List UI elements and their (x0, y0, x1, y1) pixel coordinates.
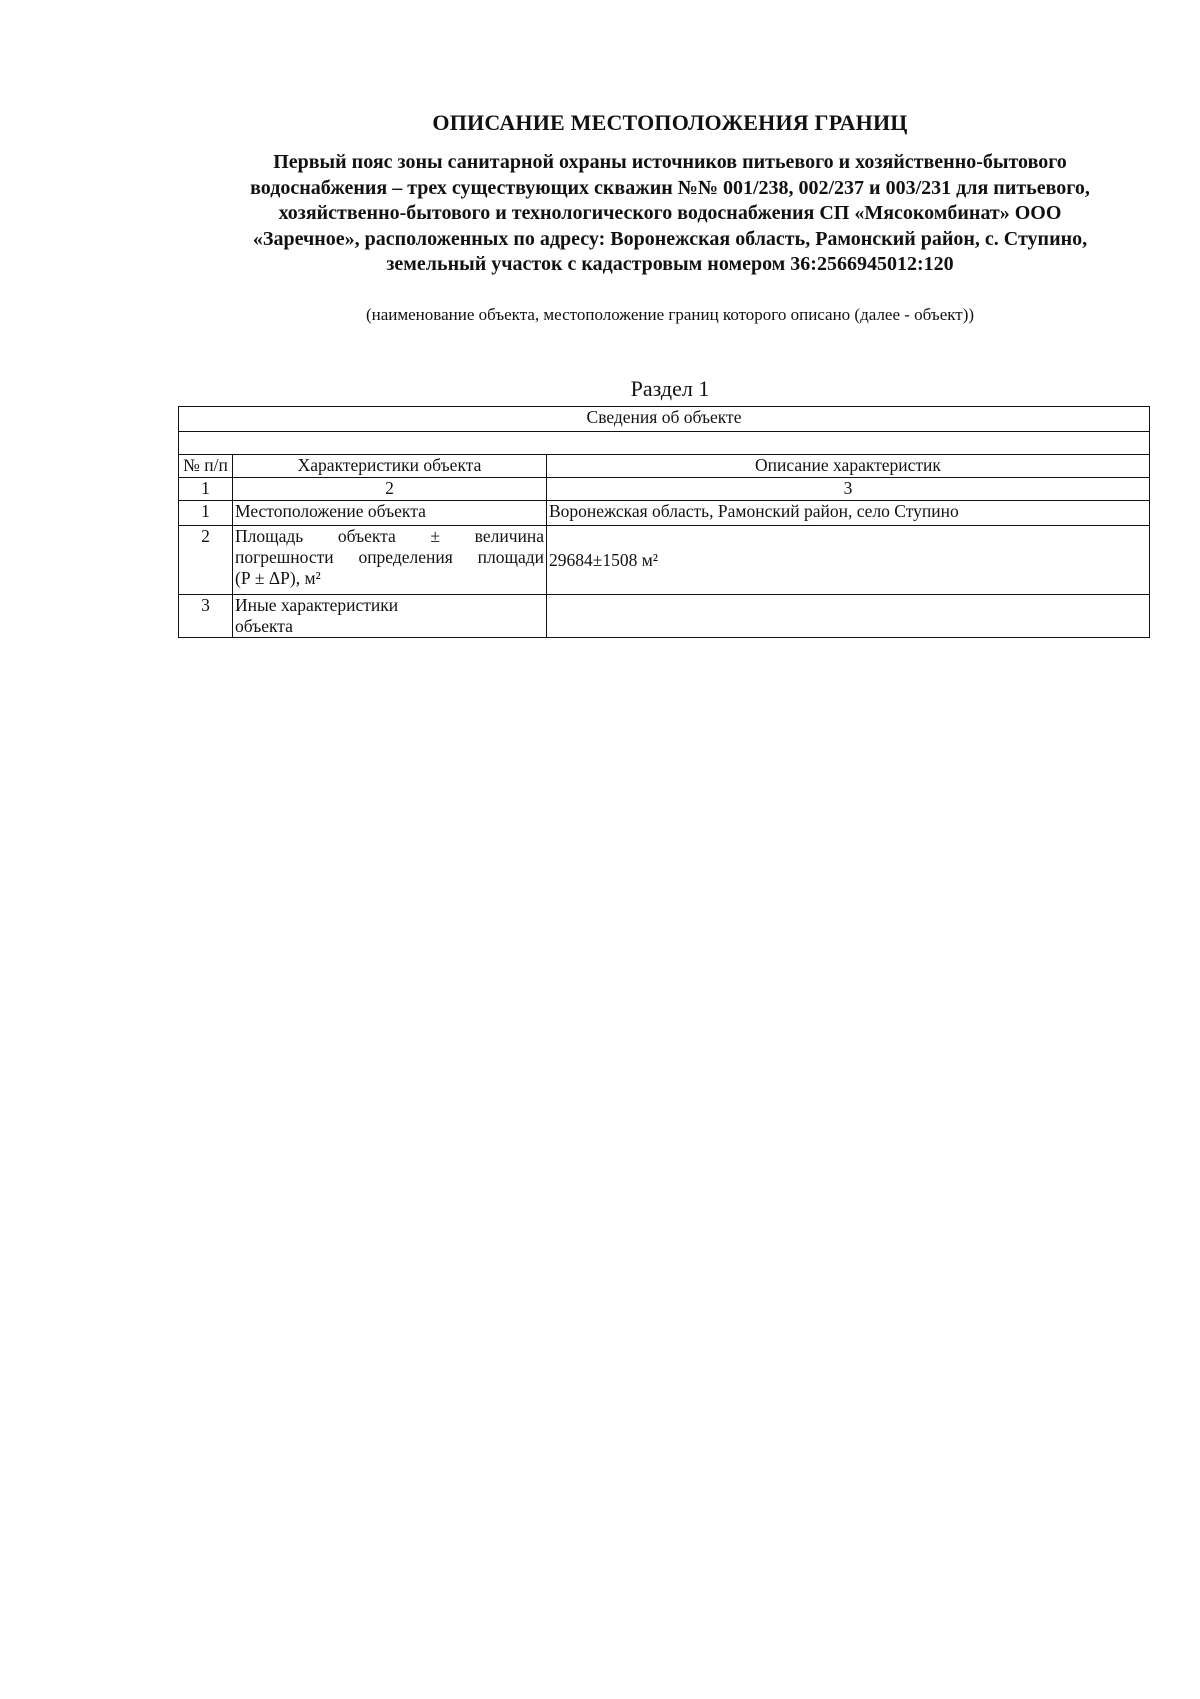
characteristic-line: объекта (235, 616, 293, 636)
subtitle-line: Первый пояс зоны санитарной охраны источников питьевого и хозяйственно-бытового (273, 151, 1067, 173)
subtitle-line: водоснабжения – трех существующих скважин №№ 001/238, 002/237 и 003/231 для питьевого, (250, 176, 1090, 199)
object-info-table (178, 406, 1150, 638)
subtitle-line: земельный участок с кадастровым номером 36:2566945012:120 (386, 253, 954, 275)
row-number: 2 (179, 526, 233, 595)
table-column-index-row (179, 478, 1150, 501)
row-characteristic (233, 526, 547, 595)
characteristic-line: погрешности определения площади (235, 547, 544, 567)
document-subtitle (180, 150, 1160, 278)
column-index: 3 (547, 478, 1150, 501)
column-index: 2 (233, 478, 547, 501)
row-description (547, 595, 1150, 638)
document-title: ОПИСАНИЕ МЕСТОПОЛОЖЕНИЯ ГРАНИЦ (432, 110, 908, 135)
column-header-num: № п/п (179, 455, 233, 478)
row-description: 29684±1508 м² (547, 526, 1150, 595)
row-number: 3 (179, 595, 233, 638)
subtitle-line: хозяйственно-бытового и технологического водоснабжения СП «Мясокомбинат» ООО (278, 202, 1062, 224)
subtitle-line: «Заречное», расположенных по адресу: Воронежская область, Рамонский район, с. Ступино, (252, 227, 1088, 250)
table-header-row (179, 455, 1150, 478)
table-empty-cell (179, 432, 1150, 455)
characteristic-line: (Р ± ΔР), м² (235, 568, 321, 588)
row-characteristic (233, 501, 547, 526)
column-index: 1 (179, 478, 233, 501)
characteristic-line: Иные характеристики (235, 595, 399, 615)
table-title-row (179, 407, 1150, 432)
column-header-characteristic: Характеристики объекта (233, 455, 547, 478)
table-empty-row (179, 432, 1150, 455)
table-row (179, 526, 1150, 595)
characteristic-line: Площадь объекта ± величина (235, 526, 544, 546)
section-label: Раздел 1 (630, 376, 710, 401)
characteristic-line: Местоположение объекта (235, 501, 426, 521)
column-header-description: Описание характеристик (547, 455, 1150, 478)
row-description: Воронежская область, Рамонский район, село Ступино (547, 501, 1150, 526)
object-caption: (наименование объекта, местоположение границ которого описано (далее - объект)) (365, 305, 975, 324)
table-row (179, 501, 1150, 526)
table-title: Сведения об объекте (179, 407, 1150, 432)
table-row (179, 595, 1150, 638)
row-characteristic (233, 595, 547, 638)
row-number: 1 (179, 501, 233, 526)
